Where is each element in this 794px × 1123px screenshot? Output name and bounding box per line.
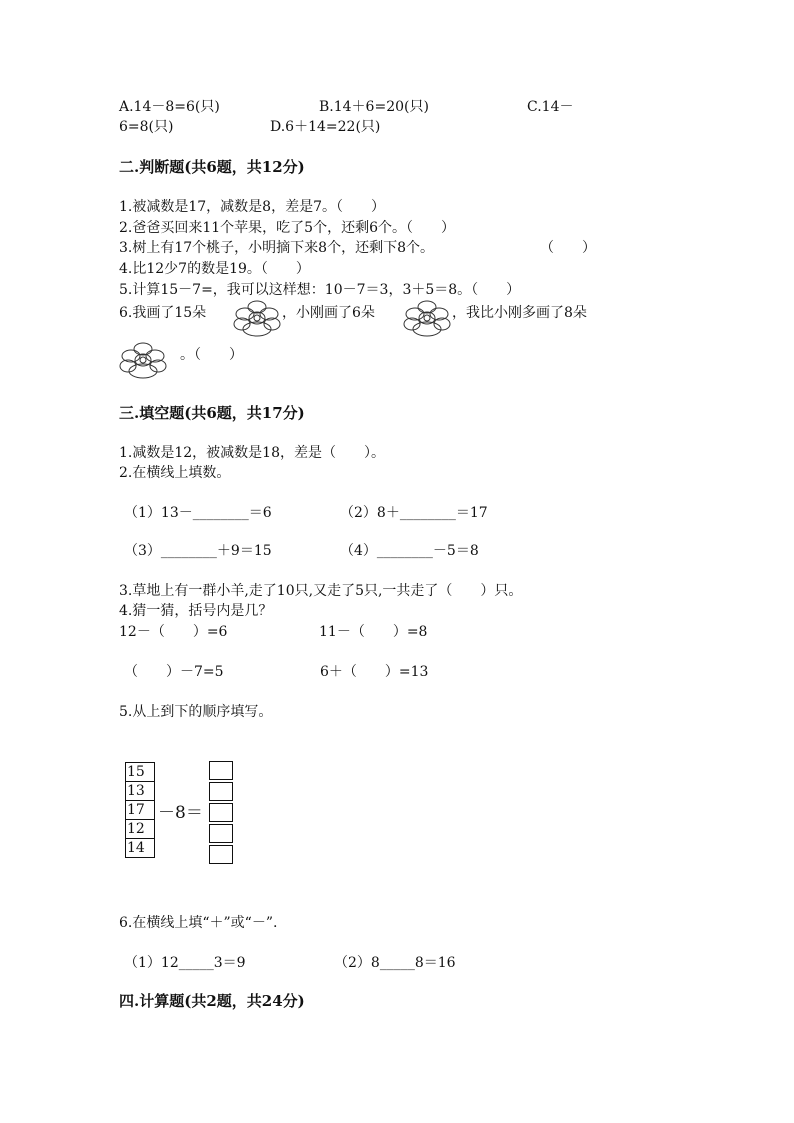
s3-q6-item-2: （2）8_____8＝16 bbox=[334, 955, 456, 971]
number-cell: 15 bbox=[126, 763, 155, 782]
s3-q4-item-3: （ ）－7=5 bbox=[124, 664, 224, 680]
s3-q2-item-2: （2）8＋________＝17 bbox=[340, 505, 488, 521]
operation-label: －8＝ bbox=[158, 803, 203, 823]
s2-question-6-part4: 。（ ） bbox=[180, 347, 243, 363]
s2-question-6-part2: ，小刚画了6朵 bbox=[282, 305, 375, 321]
number-column bbox=[125, 762, 155, 858]
s3-question-5: 5.从上到下的顺序填写。 bbox=[119, 704, 273, 720]
s3-question-2: 2.在横线上填数。 bbox=[119, 465, 231, 481]
s2-question-4: 4.比12少7的数是19。（ ） bbox=[119, 261, 310, 277]
section-3-title: 三.填空题(共6题，共17分) bbox=[119, 404, 305, 422]
section-2-title: 二.判断题(共6题，共12分) bbox=[119, 158, 305, 176]
choice-c-part1: C.14－ bbox=[527, 99, 574, 115]
number-cell: 17 bbox=[126, 801, 155, 820]
s3-q2-item-4: （4）________－5＝8 bbox=[340, 543, 479, 559]
s3-q4-item-2: 11－（ ）=8 bbox=[319, 624, 428, 640]
s2-question-3-paren: （ ） bbox=[540, 240, 596, 256]
s2-question-1: 1.被减数是17，减数是8，差是7。（ ） bbox=[119, 199, 385, 215]
choice-c-part2: 6=8(只) bbox=[119, 119, 174, 135]
s2-question-3: 3.树上有17个桃子，小明摘下来8个，还剩下8个。 bbox=[119, 240, 434, 256]
flower-icon bbox=[119, 340, 167, 380]
s3-question-3: 3.草地上有一群小羊,走了10只,又走了5只,一共走了（ ）只。 bbox=[119, 583, 523, 599]
s2-question-2: 2.爸爸买回来11个苹果，吃了5个，还剩6个。（ ） bbox=[119, 220, 455, 236]
choice-d: D.6＋14=22(只) bbox=[270, 119, 381, 135]
answer-box[interactable] bbox=[209, 803, 233, 822]
s3-question-6: 6.在横线上填“＋”或“－”. bbox=[119, 915, 278, 931]
s3-question-1: 1.减数是12，被减数是18，差是（ ）。 bbox=[119, 445, 385, 461]
answer-box[interactable] bbox=[209, 761, 233, 780]
s3-q2-item-3: （3）________＋9＝15 bbox=[124, 543, 272, 559]
s3-q4-item-1: 12－（ ）=6 bbox=[119, 624, 228, 640]
choice-b: B.14＋6=20(只) bbox=[319, 99, 429, 115]
number-cell: 13 bbox=[126, 782, 155, 801]
answer-box[interactable] bbox=[209, 845, 233, 864]
section-4-title: 四.计算题(共2题，共24分) bbox=[119, 992, 305, 1010]
s2-question-6-part3: ，我比小刚多画了8朵 bbox=[452, 305, 587, 321]
flower-icon bbox=[403, 298, 451, 338]
s3-q2-item-1: （1）13－________＝6 bbox=[124, 505, 272, 521]
number-cell: 14 bbox=[126, 839, 155, 858]
s3-q4-item-4: 6＋（ ）=13 bbox=[320, 664, 429, 680]
s3-q6-item-1: （1）12_____3＝9 bbox=[124, 955, 246, 971]
answer-box[interactable] bbox=[209, 824, 233, 843]
s2-question-6-part1: 6.我画了15朵 bbox=[119, 305, 207, 321]
number-cell: 12 bbox=[126, 820, 155, 839]
s2-question-5: 5.计算15－7=，我可以这样想：10－7＝3，3＋5＝8。（ ） bbox=[119, 282, 521, 298]
choice-a: A.14－8=6(只) bbox=[119, 99, 220, 115]
s3-question-4: 4.猜一猜，括号内是几？ bbox=[119, 603, 273, 619]
answer-box[interactable] bbox=[209, 782, 233, 801]
flower-icon bbox=[233, 298, 281, 338]
